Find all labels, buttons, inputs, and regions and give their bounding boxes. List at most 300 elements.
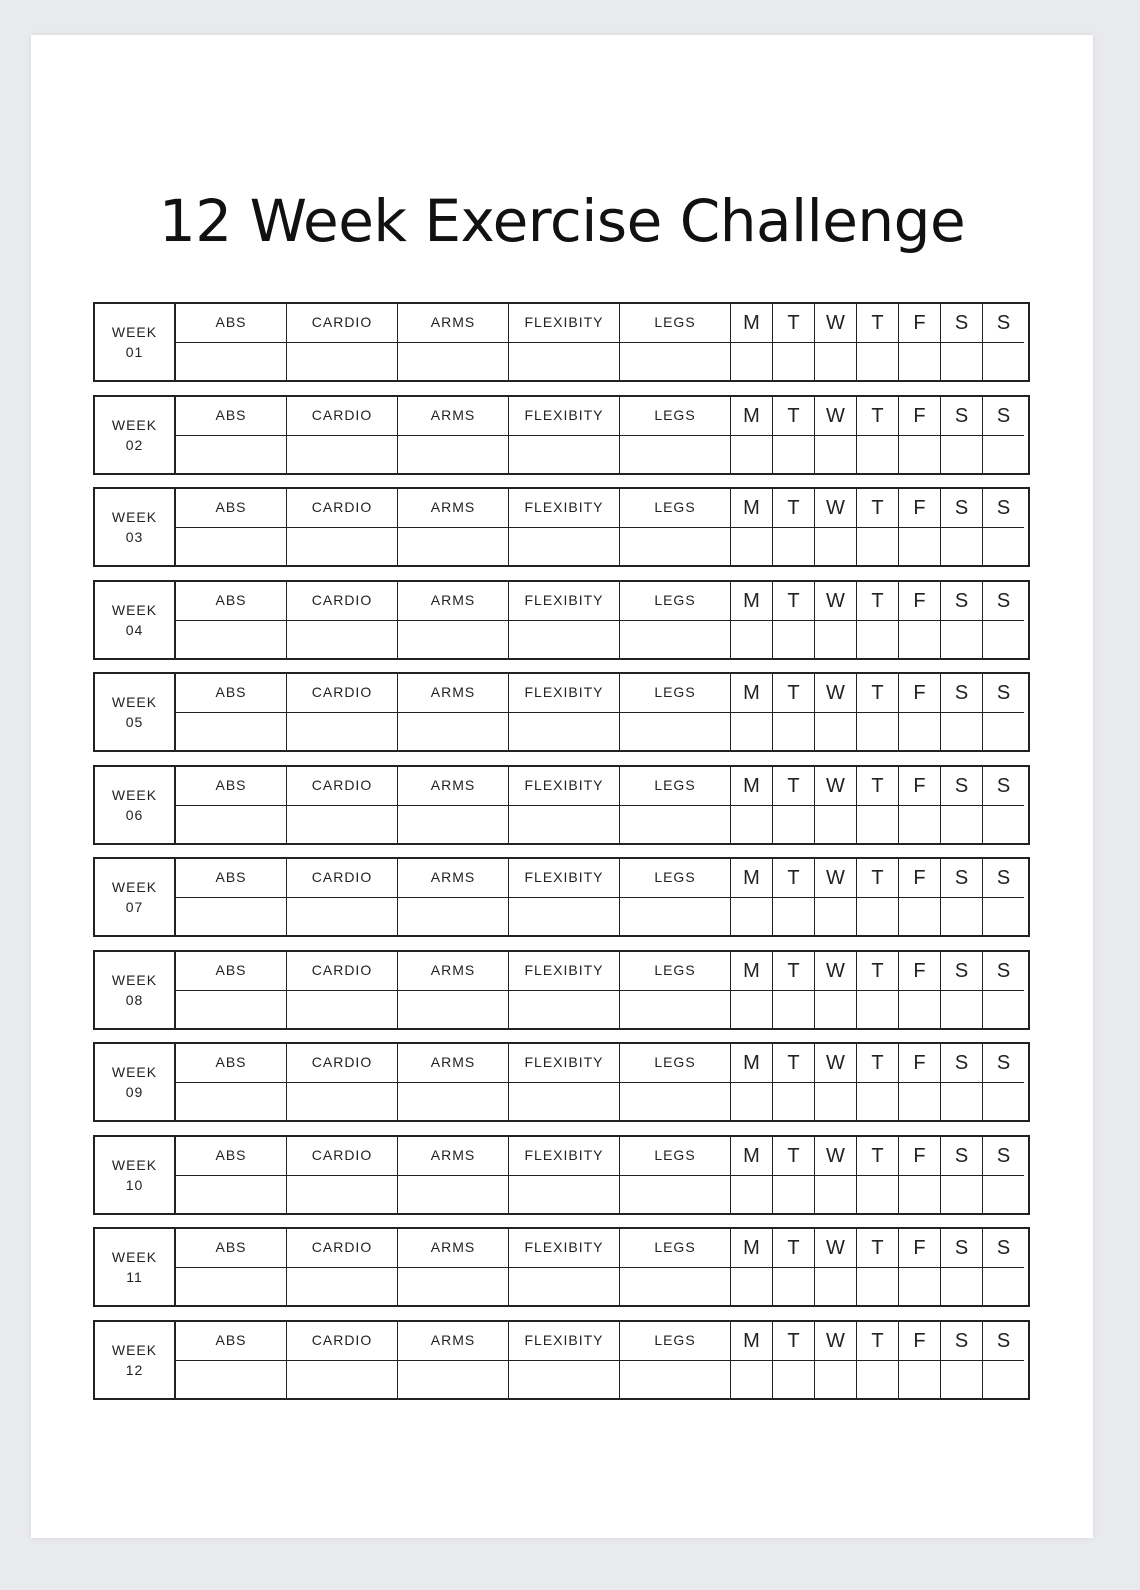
week-label <box>95 1044 176 1120</box>
day-header: W <box>815 767 857 806</box>
day-checkbox-cell[interactable] <box>899 806 941 845</box>
day-header: T <box>857 1044 899 1083</box>
category-entry-cell[interactable] <box>509 1268 620 1307</box>
day-checkbox-cell[interactable] <box>815 436 857 475</box>
day-checkbox-cell[interactable] <box>899 1083 941 1122</box>
day-checkbox-cell[interactable] <box>731 528 773 567</box>
category-header-legs: LEGS <box>620 1137 731 1176</box>
category-entry-cell[interactable] <box>620 713 731 752</box>
day-checkbox-cell[interactable] <box>773 898 815 937</box>
day-checkbox-cell[interactable] <box>773 528 815 567</box>
category-header-arms: ARMS <box>398 952 509 991</box>
day-header: M <box>731 489 773 528</box>
day-checkbox-cell[interactable] <box>731 343 773 382</box>
day-header: W <box>815 489 857 528</box>
week-label-prefix: WEEK <box>111 324 158 340</box>
category-header-abs: ABS <box>176 582 287 621</box>
category-entry-cell[interactable] <box>398 1083 509 1122</box>
day-header: M <box>731 1137 773 1176</box>
day-checkbox-cell[interactable] <box>815 1176 857 1215</box>
category-header-cardio: CARDIO <box>287 674 398 713</box>
day-checkbox-cell[interactable] <box>983 343 1024 382</box>
week-grid <box>176 767 1028 843</box>
category-entry-cell[interactable] <box>287 1361 398 1400</box>
day-checkbox-cell[interactable] <box>857 1361 899 1400</box>
week-block <box>93 1320 1030 1400</box>
day-header: W <box>815 1229 857 1268</box>
category-entry-cell[interactable] <box>287 1268 398 1307</box>
day-header: M <box>731 397 773 436</box>
day-header: T <box>773 1229 815 1268</box>
category-entry-cell[interactable] <box>509 898 620 937</box>
day-checkbox-cell[interactable] <box>983 528 1024 567</box>
day-checkbox-cell[interactable] <box>773 806 815 845</box>
day-checkbox-cell[interactable] <box>899 898 941 937</box>
day-checkbox-cell[interactable] <box>941 898 983 937</box>
category-entry-cell[interactable] <box>287 806 398 845</box>
day-checkbox-cell[interactable] <box>941 436 983 475</box>
day-header: T <box>773 1137 815 1176</box>
category-entry-cell[interactable] <box>398 621 509 660</box>
day-checkbox-cell[interactable] <box>899 991 941 1030</box>
category-header-arms: ARMS <box>398 1322 509 1361</box>
week-block <box>93 395 1030 475</box>
day-checkbox-cell[interactable] <box>941 1268 983 1307</box>
category-entry-cell[interactable] <box>509 343 620 382</box>
category-header-flexibity: FLEXIBITY <box>509 952 620 991</box>
day-header: S <box>941 489 983 528</box>
category-entry-cell[interactable] <box>287 621 398 660</box>
category-header-cardio: CARDIO <box>287 952 398 991</box>
day-checkbox-cell[interactable] <box>983 806 1024 845</box>
day-checkbox-cell[interactable] <box>731 806 773 845</box>
day-checkbox-cell[interactable] <box>731 991 773 1030</box>
day-checkbox-cell[interactable] <box>773 1176 815 1215</box>
category-entry-cell[interactable] <box>509 713 620 752</box>
week-grid <box>176 674 1028 750</box>
week-grid <box>176 1044 1028 1120</box>
category-header-arms: ARMS <box>398 767 509 806</box>
category-entry-cell[interactable] <box>176 1083 287 1122</box>
day-header: S <box>983 1137 1024 1176</box>
category-entry-cell[interactable] <box>287 1083 398 1122</box>
category-entry-cell[interactable] <box>398 713 509 752</box>
week-label <box>95 1137 176 1213</box>
category-header-flexibity: FLEXIBITY <box>509 674 620 713</box>
category-header-flexibity: FLEXIBITY <box>509 1137 620 1176</box>
category-header-abs: ABS <box>176 1137 287 1176</box>
week-label-prefix: WEEK <box>111 879 158 895</box>
day-checkbox-cell[interactable] <box>815 806 857 845</box>
day-checkbox-cell[interactable] <box>983 1361 1024 1400</box>
day-header: M <box>731 582 773 621</box>
day-header: M <box>731 1044 773 1083</box>
day-header: S <box>941 952 983 991</box>
week-grid <box>176 1229 1028 1305</box>
category-entry-cell[interactable] <box>620 528 731 567</box>
day-checkbox-cell[interactable] <box>899 713 941 752</box>
category-entry-cell[interactable] <box>398 1176 509 1215</box>
day-checkbox-cell[interactable] <box>857 806 899 845</box>
category-entry-cell[interactable] <box>176 1361 287 1400</box>
week-grid <box>176 1137 1028 1213</box>
category-entry-cell[interactable] <box>509 436 620 475</box>
category-entry-cell[interactable] <box>176 1268 287 1307</box>
category-entry-cell[interactable] <box>176 528 287 567</box>
category-entry-cell[interactable] <box>620 621 731 660</box>
category-header-abs: ABS <box>176 397 287 436</box>
category-header-abs: ABS <box>176 859 287 898</box>
day-checkbox-cell[interactable] <box>815 991 857 1030</box>
day-checkbox-cell[interactable] <box>983 713 1024 752</box>
week-block <box>93 857 1030 937</box>
category-header-arms: ARMS <box>398 304 509 343</box>
category-header-flexibity: FLEXIBITY <box>509 859 620 898</box>
category-entry-cell[interactable] <box>509 806 620 845</box>
category-header-flexibity: FLEXIBITY <box>509 1322 620 1361</box>
category-entry-cell[interactable] <box>176 436 287 475</box>
day-header: M <box>731 767 773 806</box>
day-header: T <box>773 582 815 621</box>
category-header-legs: LEGS <box>620 674 731 713</box>
day-checkbox-cell[interactable] <box>731 713 773 752</box>
day-checkbox-cell[interactable] <box>899 1176 941 1215</box>
day-checkbox-cell[interactable] <box>773 343 815 382</box>
day-header: W <box>815 582 857 621</box>
category-header-arms: ARMS <box>398 1044 509 1083</box>
day-header: F <box>899 304 941 343</box>
week-number: 09 <box>125 1084 144 1100</box>
day-checkbox-cell[interactable] <box>857 343 899 382</box>
category-entry-cell[interactable] <box>287 713 398 752</box>
category-entry-cell[interactable] <box>398 436 509 475</box>
category-header-abs: ABS <box>176 1322 287 1361</box>
day-checkbox-cell[interactable] <box>941 343 983 382</box>
category-header-cardio: CARDIO <box>287 1322 398 1361</box>
day-checkbox-cell[interactable] <box>815 1361 857 1400</box>
category-header-legs: LEGS <box>620 489 731 528</box>
day-checkbox-cell[interactable] <box>773 1361 815 1400</box>
category-entry-cell[interactable] <box>620 1361 731 1400</box>
category-header-legs: LEGS <box>620 304 731 343</box>
day-checkbox-cell[interactable] <box>815 898 857 937</box>
day-header: T <box>857 582 899 621</box>
week-label-prefix: WEEK <box>111 1342 158 1358</box>
day-checkbox-cell[interactable] <box>857 1083 899 1122</box>
day-checkbox-cell[interactable] <box>773 991 815 1030</box>
category-entry-cell[interactable] <box>509 621 620 660</box>
category-entry-cell[interactable] <box>287 436 398 475</box>
day-checkbox-cell[interactable] <box>899 343 941 382</box>
category-entry-cell[interactable] <box>176 898 287 937</box>
category-header-legs: LEGS <box>620 1229 731 1268</box>
day-checkbox-cell[interactable] <box>731 1361 773 1400</box>
category-entry-cell[interactable] <box>620 1176 731 1215</box>
day-checkbox-cell[interactable] <box>731 1268 773 1307</box>
day-header: T <box>857 1322 899 1361</box>
category-entry-cell[interactable] <box>287 991 398 1030</box>
day-header: T <box>857 397 899 436</box>
day-header: T <box>773 1322 815 1361</box>
category-header-arms: ARMS <box>398 674 509 713</box>
category-header-abs: ABS <box>176 304 287 343</box>
day-checkbox-cell[interactable] <box>815 528 857 567</box>
day-checkbox-cell[interactable] <box>731 1176 773 1215</box>
day-checkbox-cell[interactable] <box>941 1176 983 1215</box>
day-checkbox-cell[interactable] <box>773 1268 815 1307</box>
day-header: T <box>773 859 815 898</box>
category-header-abs: ABS <box>176 952 287 991</box>
day-checkbox-cell[interactable] <box>983 621 1024 660</box>
day-header: S <box>983 397 1024 436</box>
category-header-cardio: CARDIO <box>287 1044 398 1083</box>
category-entry-cell[interactable] <box>176 621 287 660</box>
category-header-arms: ARMS <box>398 859 509 898</box>
category-entry-cell[interactable] <box>287 1176 398 1215</box>
category-entry-cell[interactable] <box>287 898 398 937</box>
day-checkbox-cell[interactable] <box>815 1268 857 1307</box>
day-checkbox-cell[interactable] <box>941 621 983 660</box>
day-header: W <box>815 1137 857 1176</box>
week-block <box>93 1227 1030 1307</box>
category-header-flexibity: FLEXIBITY <box>509 767 620 806</box>
worksheet-page <box>31 35 1093 1538</box>
day-checkbox-cell[interactable] <box>941 1361 983 1400</box>
category-entry-cell[interactable] <box>398 343 509 382</box>
day-checkbox-cell[interactable] <box>857 898 899 937</box>
day-header: S <box>983 674 1024 713</box>
day-header: W <box>815 674 857 713</box>
day-header: T <box>857 304 899 343</box>
day-header: S <box>941 582 983 621</box>
day-checkbox-cell[interactable] <box>815 621 857 660</box>
day-checkbox-cell[interactable] <box>815 1083 857 1122</box>
category-header-arms: ARMS <box>398 489 509 528</box>
category-header-legs: LEGS <box>620 952 731 991</box>
week-label <box>95 952 176 1028</box>
day-header: S <box>983 1322 1024 1361</box>
day-checkbox-cell[interactable] <box>983 991 1024 1030</box>
day-checkbox-cell[interactable] <box>773 436 815 475</box>
category-header-abs: ABS <box>176 767 287 806</box>
category-entry-cell[interactable] <box>509 1361 620 1400</box>
day-checkbox-cell[interactable] <box>857 1268 899 1307</box>
day-header: F <box>899 952 941 991</box>
week-number: 10 <box>125 1177 144 1193</box>
day-checkbox-cell[interactable] <box>983 898 1024 937</box>
day-header: S <box>983 1044 1024 1083</box>
category-header-cardio: CARDIO <box>287 582 398 621</box>
day-checkbox-cell[interactable] <box>773 1083 815 1122</box>
category-entry-cell[interactable] <box>398 1268 509 1307</box>
day-checkbox-cell[interactable] <box>941 528 983 567</box>
day-checkbox-cell[interactable] <box>857 991 899 1030</box>
category-entry-cell[interactable] <box>509 528 620 567</box>
week-number: 02 <box>125 437 144 453</box>
day-header: F <box>899 767 941 806</box>
day-header: T <box>773 489 815 528</box>
day-header: F <box>899 1044 941 1083</box>
category-header-cardio: CARDIO <box>287 767 398 806</box>
category-entry-cell[interactable] <box>176 806 287 845</box>
day-checkbox-cell[interactable] <box>773 713 815 752</box>
day-header: S <box>983 582 1024 621</box>
day-header: T <box>857 952 899 991</box>
day-header: S <box>983 1229 1024 1268</box>
day-checkbox-cell[interactable] <box>983 1268 1024 1307</box>
category-header-legs: LEGS <box>620 1322 731 1361</box>
day-checkbox-cell[interactable] <box>899 1361 941 1400</box>
category-header-cardio: CARDIO <box>287 304 398 343</box>
category-entry-cell[interactable] <box>620 343 731 382</box>
week-number: 07 <box>125 899 144 915</box>
week-label <box>95 304 176 380</box>
category-header-flexibity: FLEXIBITY <box>509 582 620 621</box>
category-header-flexibity: FLEXIBITY <box>509 397 620 436</box>
category-entry-cell[interactable] <box>620 806 731 845</box>
day-checkbox-cell[interactable] <box>815 343 857 382</box>
week-grid <box>176 859 1028 935</box>
category-entry-cell[interactable] <box>398 898 509 937</box>
day-checkbox-cell[interactable] <box>899 436 941 475</box>
day-header: T <box>773 304 815 343</box>
week-label-prefix: WEEK <box>111 694 158 710</box>
day-header: F <box>899 1137 941 1176</box>
category-entry-cell[interactable] <box>398 806 509 845</box>
week-label <box>95 1322 176 1398</box>
day-header: W <box>815 859 857 898</box>
day-checkbox-cell[interactable] <box>983 436 1024 475</box>
day-header: F <box>899 674 941 713</box>
day-header: S <box>983 859 1024 898</box>
week-grid <box>176 397 1028 473</box>
category-header-abs: ABS <box>176 1044 287 1083</box>
day-header: M <box>731 952 773 991</box>
day-header: T <box>857 767 899 806</box>
day-checkbox-cell[interactable] <box>899 1268 941 1307</box>
category-entry-cell[interactable] <box>176 991 287 1030</box>
category-header-flexibity: FLEXIBITY <box>509 1044 620 1083</box>
category-header-arms: ARMS <box>398 1137 509 1176</box>
day-checkbox-cell[interactable] <box>857 713 899 752</box>
category-entry-cell[interactable] <box>620 991 731 1030</box>
day-checkbox-cell[interactable] <box>857 528 899 567</box>
category-entry-cell[interactable] <box>398 528 509 567</box>
day-header: S <box>941 1229 983 1268</box>
category-entry-cell[interactable] <box>176 1176 287 1215</box>
week-label-prefix: WEEK <box>111 1249 158 1265</box>
week-number: 04 <box>125 622 144 638</box>
week-label <box>95 397 176 473</box>
week-label <box>95 767 176 843</box>
week-block <box>93 672 1030 752</box>
day-checkbox-cell[interactable] <box>731 898 773 937</box>
week-block <box>93 302 1030 382</box>
day-header: W <box>815 397 857 436</box>
day-header: S <box>941 304 983 343</box>
category-entry-cell[interactable] <box>398 1361 509 1400</box>
day-checkbox-cell[interactable] <box>983 1083 1024 1122</box>
week-grid <box>176 489 1028 565</box>
day-checkbox-cell[interactable] <box>941 713 983 752</box>
week-label-prefix: WEEK <box>111 509 158 525</box>
day-header: S <box>941 1044 983 1083</box>
category-entry-cell[interactable] <box>620 898 731 937</box>
week-label-prefix: WEEK <box>111 602 158 618</box>
week-block <box>93 1042 1030 1122</box>
day-checkbox-cell[interactable] <box>857 436 899 475</box>
week-grid <box>176 304 1028 380</box>
category-header-flexibity: FLEXIBITY <box>509 304 620 343</box>
week-number: 08 <box>125 992 144 1008</box>
day-checkbox-cell[interactable] <box>857 621 899 660</box>
week-block <box>93 950 1030 1030</box>
week-label <box>95 674 176 750</box>
category-header-legs: LEGS <box>620 767 731 806</box>
category-entry-cell[interactable] <box>287 343 398 382</box>
category-entry-cell[interactable] <box>509 1083 620 1122</box>
day-header: S <box>983 489 1024 528</box>
day-header: T <box>773 1044 815 1083</box>
day-header: F <box>899 489 941 528</box>
category-entry-cell[interactable] <box>509 991 620 1030</box>
category-header-legs: LEGS <box>620 582 731 621</box>
category-entry-cell[interactable] <box>620 1083 731 1122</box>
day-header: W <box>815 304 857 343</box>
category-entry-cell[interactable] <box>398 991 509 1030</box>
day-checkbox-cell[interactable] <box>857 1176 899 1215</box>
category-header-arms: ARMS <box>398 1229 509 1268</box>
category-entry-cell[interactable] <box>620 1268 731 1307</box>
day-header: M <box>731 1229 773 1268</box>
day-header: S <box>941 674 983 713</box>
day-checkbox-cell[interactable] <box>773 621 815 660</box>
day-header: F <box>899 397 941 436</box>
day-checkbox-cell[interactable] <box>731 1083 773 1122</box>
category-header-cardio: CARDIO <box>287 397 398 436</box>
day-checkbox-cell[interactable] <box>815 713 857 752</box>
day-header: T <box>773 674 815 713</box>
category-entry-cell[interactable] <box>287 528 398 567</box>
day-header: S <box>941 859 983 898</box>
day-header: S <box>941 1322 983 1361</box>
day-header: S <box>983 952 1024 991</box>
category-header-arms: ARMS <box>398 397 509 436</box>
week-number: 03 <box>125 529 144 545</box>
week-label-prefix: WEEK <box>111 972 158 988</box>
day-checkbox-cell[interactable] <box>731 436 773 475</box>
category-entry-cell[interactable] <box>620 436 731 475</box>
day-header: M <box>731 674 773 713</box>
day-header: S <box>983 767 1024 806</box>
category-header-abs: ABS <box>176 674 287 713</box>
week-label <box>95 489 176 565</box>
day-checkbox-cell[interactable] <box>941 806 983 845</box>
category-header-abs: ABS <box>176 1229 287 1268</box>
day-checkbox-cell[interactable] <box>899 621 941 660</box>
category-entry-cell[interactable] <box>509 1176 620 1215</box>
category-entry-cell[interactable] <box>176 343 287 382</box>
day-checkbox-cell[interactable] <box>983 1176 1024 1215</box>
category-header-cardio: CARDIO <box>287 1229 398 1268</box>
day-checkbox-cell[interactable] <box>899 528 941 567</box>
week-block <box>93 765 1030 845</box>
week-block <box>93 487 1030 567</box>
day-checkbox-cell[interactable] <box>941 1083 983 1122</box>
day-checkbox-cell[interactable] <box>731 621 773 660</box>
category-entry-cell[interactable] <box>176 713 287 752</box>
day-checkbox-cell[interactable] <box>941 991 983 1030</box>
